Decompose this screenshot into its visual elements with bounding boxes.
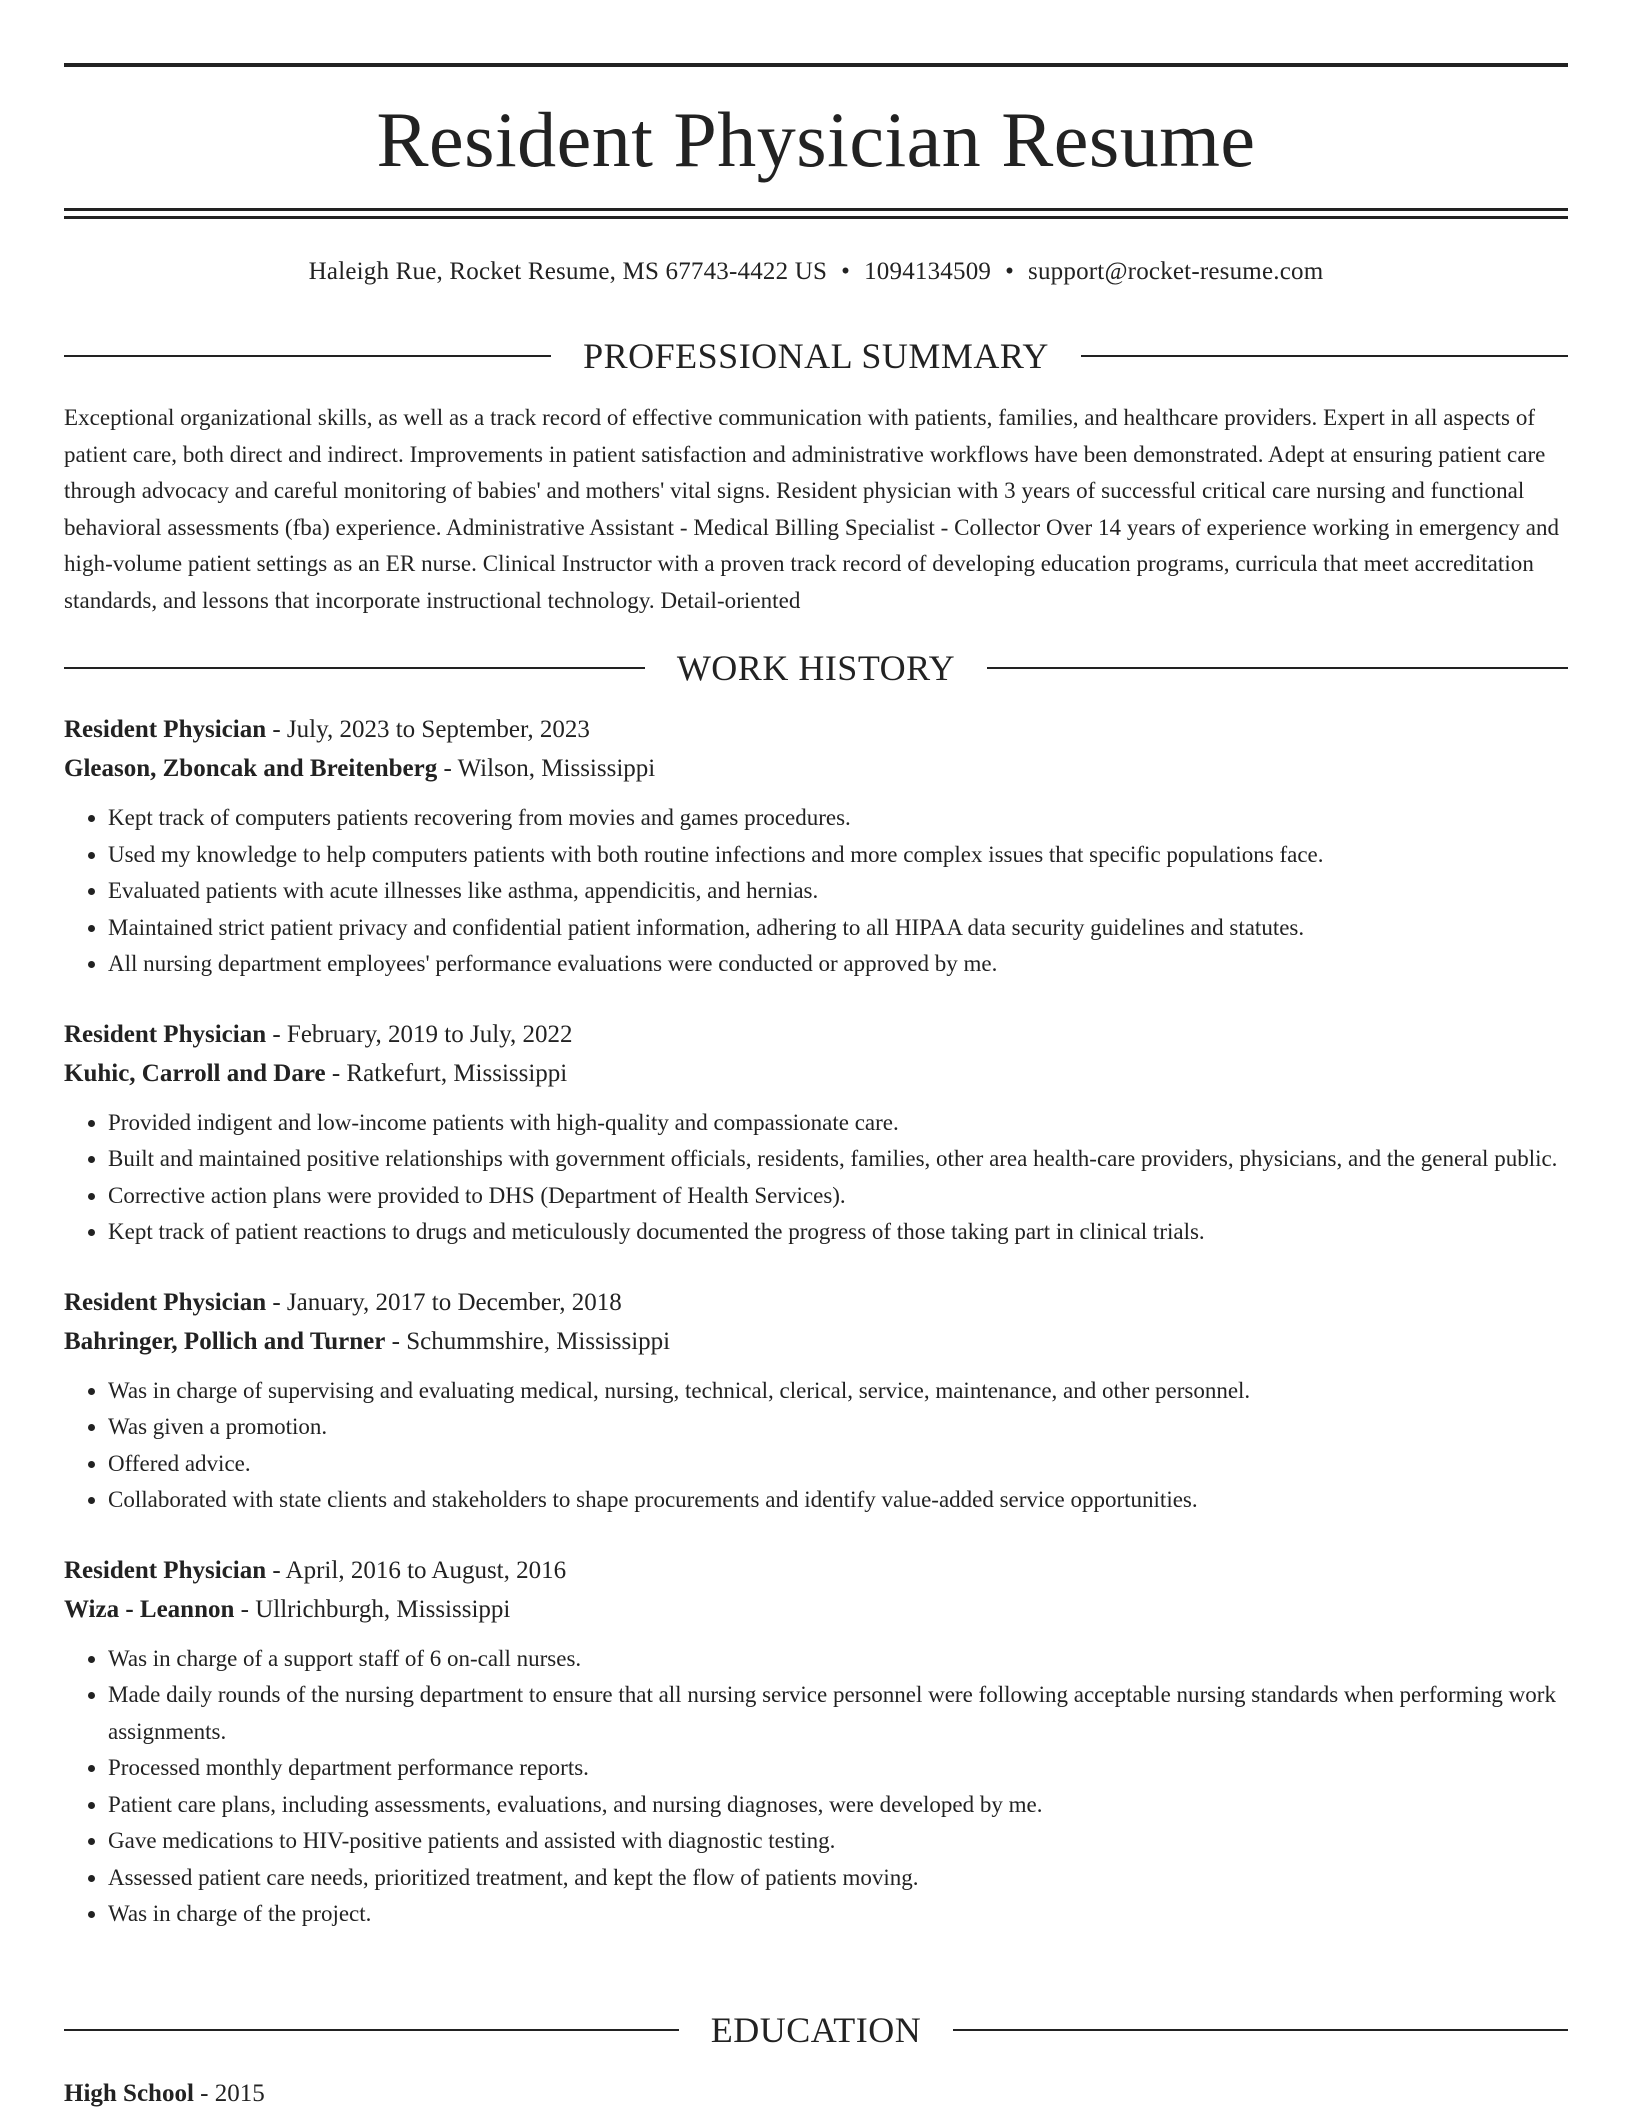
job-dates: - January, 2017 to December, 2018 — [266, 1288, 622, 1316]
job-bullet: • Was in charge of supervising and evaluating medical, nursing, technical, clerical, service, maintenance, and other personnel. — [108, 1373, 1568, 1410]
job-dates: - February, 2019 to July, 2022 — [266, 1020, 573, 1048]
job-bullet: • Made daily rounds of the nursing department to ensure that all nursing service personnel were following acceptable nursing standards when performing work assignments. — [108, 1677, 1568, 1750]
job-entry — [64, 1015, 1568, 1251]
contact-line — [64, 252, 1568, 292]
job-bullet: • Assessed patient care needs, prioritized treatment, and kept the flow of patients moving. — [108, 1860, 1568, 1897]
job-bullet: • Was in charge of a support staff of 6 on-call nurses. — [108, 1641, 1568, 1678]
title-rule-upper — [64, 208, 1568, 211]
section-title: PROFESSIONAL SUMMARY — [583, 336, 1049, 376]
job-bullet: • Built and maintained positive relationships with government officials, residents, families, other area health-care providers, physicians, and the general public. — [108, 1141, 1568, 1178]
education-degree: High School — [64, 2080, 194, 2107]
contact-separator: • — [841, 258, 851, 285]
job-bullet: • Maintained strict patient privacy and confidential patient information, adhering to all HIPAA data security guidelines and statutes. — [108, 910, 1568, 947]
section-heading-work-history — [64, 646, 1568, 690]
job-company: Wiza - Leannon — [64, 1595, 235, 1623]
summary-paragraph: Exceptional organizational skills, as well as a track record of effective communication with patients, families, and healthcare providers. Expert in all aspects of patient care, both direct and indirect. Improvements in patient satisfaction and administrative workflows have been demonstrated. Adept at ensuring patient care through advocacy and careful monitoring of babies' and mothers' vital signs. Resident physician with 3 years of successful critical care nursing and functional behavioral assessments (fba) experience. Administrative Assistant - Medical Billing Specialist - Collector Over 14 years of experience working in emergency and high-volume patient settings as an ER nurse. Clinical Instructor with a proven track record of developing education programs, curricula that meet accreditation standards, and lessons that incorporate instructional technology. Detail-oriented — [64, 405, 1560, 613]
job-bullet: • Gave medications to HIV-positive patients and assisted with diagnostic testing. — [108, 1823, 1568, 1860]
education-year: - 2015 — [193, 2080, 265, 2107]
contact-address: Haleigh Rue, Rocket Resume, MS 67743-4422 US — [308, 258, 828, 285]
heading-rule — [64, 355, 551, 357]
job-bullets — [64, 1641, 1568, 1933]
job-bullet: • All nursing department employees' performance evaluations were conducted or approved by me. — [108, 946, 1568, 983]
education-entry — [64, 2074, 1568, 2113]
job-bullet: • Provided indigent and low-income patients with high-quality and compassionate care. — [108, 1105, 1568, 1142]
heading-rule — [64, 667, 645, 669]
heading-rule — [1081, 355, 1568, 357]
section-title: EDUCATION — [710, 2010, 922, 2050]
title-rule-lower — [64, 216, 1568, 219]
job-bullet: • Corrective action plans were provided to DHS (Department of Health Services). — [108, 1178, 1568, 1215]
job-location: - Schummshire, Mississippi — [385, 1327, 671, 1355]
job-location: - Ullrichburgh, Mississippi — [234, 1595, 511, 1623]
job-bullet: • Collaborated with state clients and stakeholders to shape procurements and identify value-added service opportunities. — [108, 1482, 1568, 1519]
job-dates: - April, 2016 to August, 2016 — [266, 1556, 567, 1584]
job-bullet: • Offered advice. — [108, 1446, 1568, 1483]
job-company: Bahringer, Pollich and Turner — [64, 1327, 386, 1355]
contact-separator: • — [1005, 258, 1015, 285]
section-heading-summary — [64, 334, 1568, 378]
heading-rule — [64, 2029, 679, 2031]
contact-phone: 1094134509 — [864, 258, 992, 285]
job-bullet: • Patient care plans, including assessments, evaluations, and nursing diagnoses, were developed by me. — [108, 1787, 1568, 1824]
job-company: Kuhic, Carroll and Dare — [64, 1059, 326, 1087]
job-bullets — [64, 800, 1568, 983]
job-bullet: • Was given a promotion. — [108, 1409, 1568, 1446]
section-title: WORK HISTORY — [676, 648, 956, 688]
job-title: Resident Physician — [64, 1020, 267, 1048]
job-bullets — [64, 1373, 1568, 1519]
job-location: - Wilson, Mississippi — [437, 755, 656, 782]
job-title: Resident Physician — [64, 1556, 267, 1584]
job-bullet: • Used my knowledge to help computers patients with both routine infections and more complex issues that specific populations face. — [108, 837, 1568, 874]
job-bullet: • Processed monthly department performance reports. — [108, 1750, 1568, 1787]
heading-rule — [953, 2029, 1568, 2031]
heading-rule — [987, 667, 1568, 669]
top-rule — [64, 63, 1568, 67]
resume-title: Resident Physician Resume — [376, 96, 1256, 183]
job-bullet: • Kept track of computers patients recovering from movies and games procedures. — [108, 800, 1568, 837]
job-entry — [64, 1283, 1568, 1519]
job-title: Resident Physician — [64, 716, 267, 743]
job-title: Resident Physician — [64, 1288, 267, 1316]
job-location: - Ratkefurt, Mississippi — [325, 1059, 568, 1087]
job-bullet: • Evaluated patients with acute illnesses like asthma, appendicitis, and hernias. — [108, 873, 1568, 910]
job-bullets — [64, 1105, 1568, 1251]
job-dates: - July, 2023 to September, 2023 — [266, 716, 590, 743]
job-bullet: • Was in charge of the project. — [108, 1896, 1568, 1933]
job-company: Gleason, Zboncak and Breitenberg — [64, 755, 438, 782]
contact-email[interactable]: support@rocket-resume.com — [1028, 258, 1324, 285]
job-bullet: • Kept track of patient reactions to drugs and meticulously documented the progress of those taking part in clinical trials. — [108, 1214, 1568, 1251]
job-entry — [64, 1551, 1568, 1933]
job-entry — [64, 710, 1568, 983]
section-heading-education — [64, 2008, 1568, 2052]
job-list — [64, 710, 1568, 1965]
